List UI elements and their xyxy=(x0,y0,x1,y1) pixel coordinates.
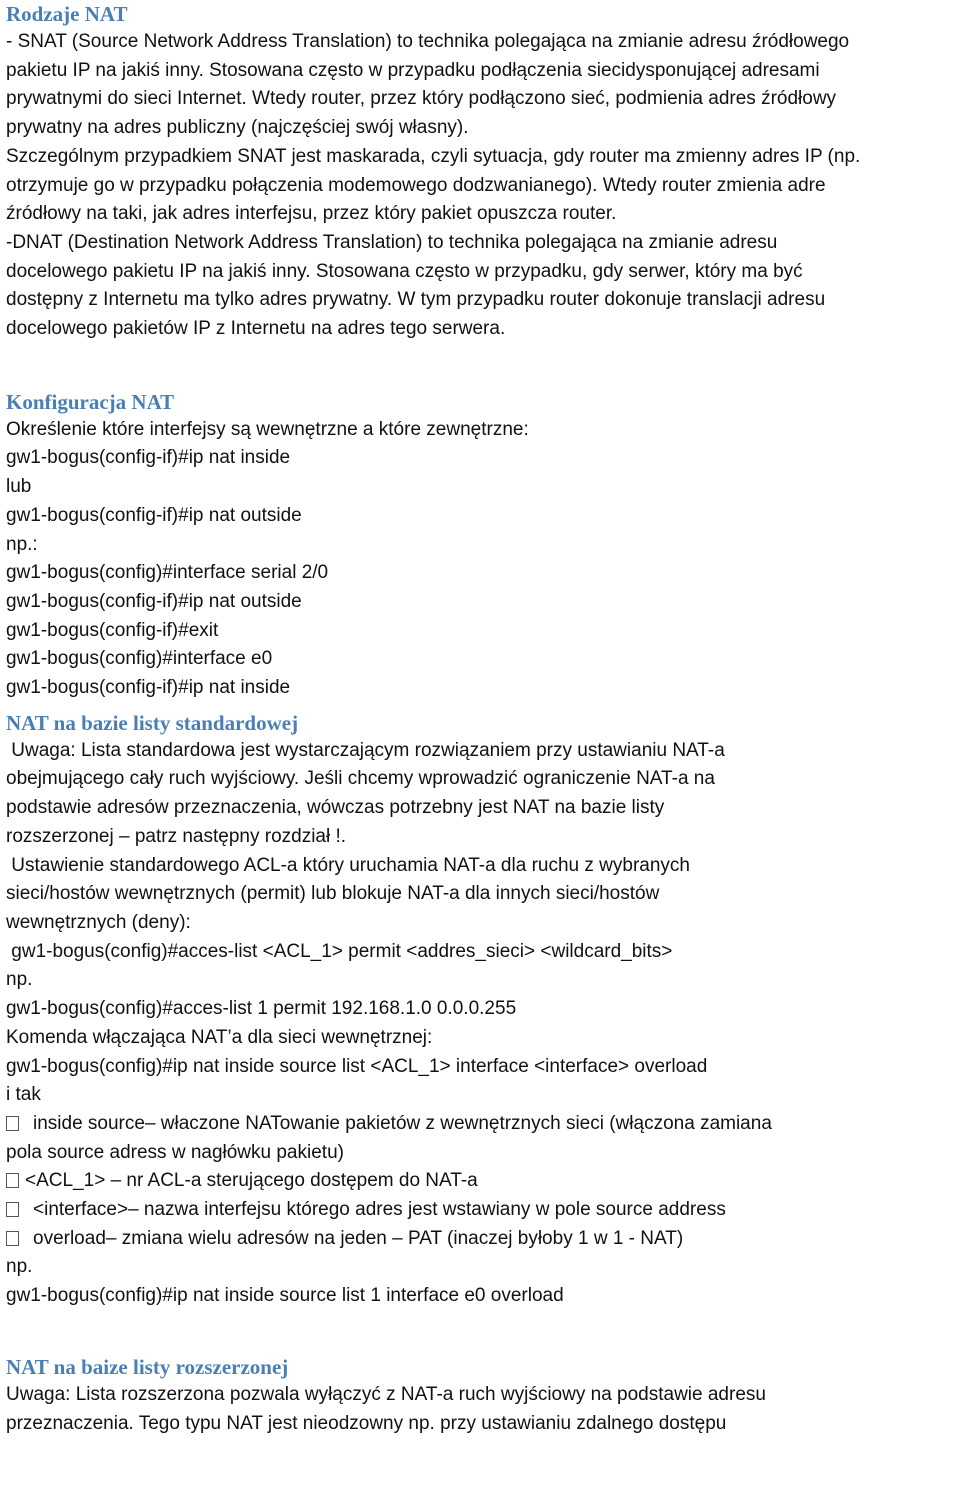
paragraph-line: obejmującego cały ruch wyjściowy. Jeśli chcemy wprowadzić ograniczenie NAT-a na xyxy=(6,768,715,790)
paragraph-line: Uwaga: Lista rozszerzona pozwala wyłączyć z NAT-a ruch wyjściowy na podstawie adresu xyxy=(6,1383,766,1405)
bullet-box-icon xyxy=(6,1202,19,1217)
paragraph-line: podstawie adresów przeznaczenia, wówczas potrzebny jest NAT na bazie listy xyxy=(6,797,665,819)
command-line: gw1-bogus(config-if)#ip nat inside xyxy=(6,677,291,699)
command-line: gw1-bogus(config)#ip nat inside source list <ACL_1> interface <interface> overload xyxy=(6,1055,708,1077)
bullet-item xyxy=(6,1225,954,1254)
bullet-text: inside source– właczone NATowanie pakietów z wewnętrznych sieci (włączona zamiana xyxy=(33,1112,772,1134)
paragraph-line: wewnętrznych (deny): xyxy=(6,911,191,933)
paragraph-line: źródłowy na taki, jak adres interfejsu, przez który pakiet opuszcza router. xyxy=(6,203,617,225)
paragraph-line: docelowego pakietów IP z Internetu na adres tego serwera. xyxy=(6,318,506,340)
command-line: gw1-bogus(config)#interface e0 xyxy=(6,648,273,670)
bullet-box-icon xyxy=(6,1116,19,1131)
paragraph-line: przeznaczenia. Tego typu NAT jest nieodzowny np. przy ustawianiu zdalnego dostępu xyxy=(6,1412,727,1434)
paragraph-line: Określenie które interfejsy są wewnętrzne a które zewnętrzne: xyxy=(6,418,529,440)
section-body-nat-lista-standardowa xyxy=(6,737,954,1311)
command-line: gw1-bogus(config)#acces-list <ACL_1> permit <addres_sieci> <wildcard_bits> xyxy=(6,940,673,962)
command-line: gw1-bogus(config-if)#exit xyxy=(6,619,219,641)
command-line: gw1-bogus(config)#interface serial 2/0 xyxy=(6,562,329,584)
section-body-nat-lista-rozszerzona xyxy=(6,1381,954,1438)
paragraph-line: Komenda włączająca NAT’a dla sieci wewnętrznej: xyxy=(6,1026,433,1048)
bullet-text: overload– zmiana wielu adresów na jeden – PAT (inaczej byłoby 1 w 1 - NAT) xyxy=(33,1227,684,1249)
bullet-item xyxy=(6,1110,954,1139)
section-body-rodzaje-nat xyxy=(6,28,954,344)
paragraph-line: Szczególnym przypadkiem SNAT jest maskarada, czyli sytuacja, gdy router ma zmienny adres IP (np. xyxy=(6,145,861,167)
command-line: gw1-bogus(config-if)#ip nat outside xyxy=(6,590,302,612)
paragraph-line: rozszerzonej – patrz następny rozdział !. xyxy=(6,825,347,847)
paragraph-line: -DNAT (Destination Network Address Translation) to technika polegająca na zmianie adresu xyxy=(6,231,778,253)
paragraph-line: sieci/hostów wewnętrznych (permit) lub blokuje NAT-a dla innych sieci/hostów xyxy=(6,883,660,905)
section-heading-rodzaje-nat: Rodzaje NAT xyxy=(6,2,128,26)
command-line: gw1-bogus(config-if)#ip nat inside xyxy=(6,447,291,469)
section-heading-nat-lista-standardowa: NAT na bazie listy standardowej xyxy=(6,710,299,735)
bullet-item xyxy=(6,1196,954,1225)
paragraph-line: dostępny z Internetu ma tylko adres prywatny. W tym przypadku router dokonuje translacji adresu xyxy=(6,289,826,311)
command-line: gw1-bogus(config)#acces-list 1 permit 192.168.1.0 0.0.0.255 xyxy=(6,998,517,1020)
paragraph-line: docelowego pakietu IP na jakiś inny. Stosowana często w przypadku, gdy serwer, który ma być xyxy=(6,260,803,282)
bullet-continuation: pola source adress w nagłówku pakietu) xyxy=(6,1141,344,1163)
paragraph-line: pakietu IP na jakiś inny. Stosowana często w przypadku podłączenia siecidysponującej adresami xyxy=(6,59,820,81)
command-line: gw1-bogus(config-if)#ip nat outside xyxy=(6,504,302,526)
bullet-box-icon xyxy=(6,1173,19,1188)
bullet-text: <ACL_1> – nr ACL-a sterującego dostępem do NAT-a xyxy=(25,1170,478,1192)
paragraph-line: np.: xyxy=(6,533,38,555)
paragraph-line: lub xyxy=(6,476,32,498)
paragraph-line: - SNAT (Source Network Address Translation) to technika polegająca na zmianie adresu źródłowego xyxy=(6,31,850,52)
paragraph-line: prywatny na adres publiczny (najczęściej swój własny). xyxy=(6,117,469,139)
paragraph-line: otrzymuje go w przypadku połączenia modemowego dodzwanianego). Wtedy router zmienia adre xyxy=(6,174,826,196)
command-line: gw1-bogus(config)#ip nat inside source list 1 interface e0 overload xyxy=(6,1285,564,1307)
bullet-box-icon xyxy=(6,1231,19,1246)
section-body-konfiguracja-nat xyxy=(6,416,954,703)
paragraph-line: np. xyxy=(6,969,33,991)
paragraph-line: prywatnymi do sieci Internet. Wtedy router, przez który podłączono sieć, podmienia adres źródłowy xyxy=(6,88,837,110)
paragraph-line: i tak xyxy=(6,1084,41,1106)
paragraph-line: np. xyxy=(6,1256,33,1278)
paragraph-line: Ustawienie standardowego ACL-a który uruchamia NAT-a dla ruchu z wybranych xyxy=(6,854,690,876)
section-heading-konfiguracja-nat: Konfiguracja NAT xyxy=(6,389,175,414)
paragraph-line: Uwaga: Lista standardowa jest wystarczającym rozwiązaniem przy ustawianiu NAT-a xyxy=(6,739,725,761)
bullet-item xyxy=(6,1167,954,1196)
section-heading-nat-lista-rozszerzona: NAT na baize listy rozszerzonej xyxy=(6,1354,289,1379)
bullet-text: <interface>– nazwa interfejsu którego adres jest wstawiany w pole source address xyxy=(33,1199,726,1221)
